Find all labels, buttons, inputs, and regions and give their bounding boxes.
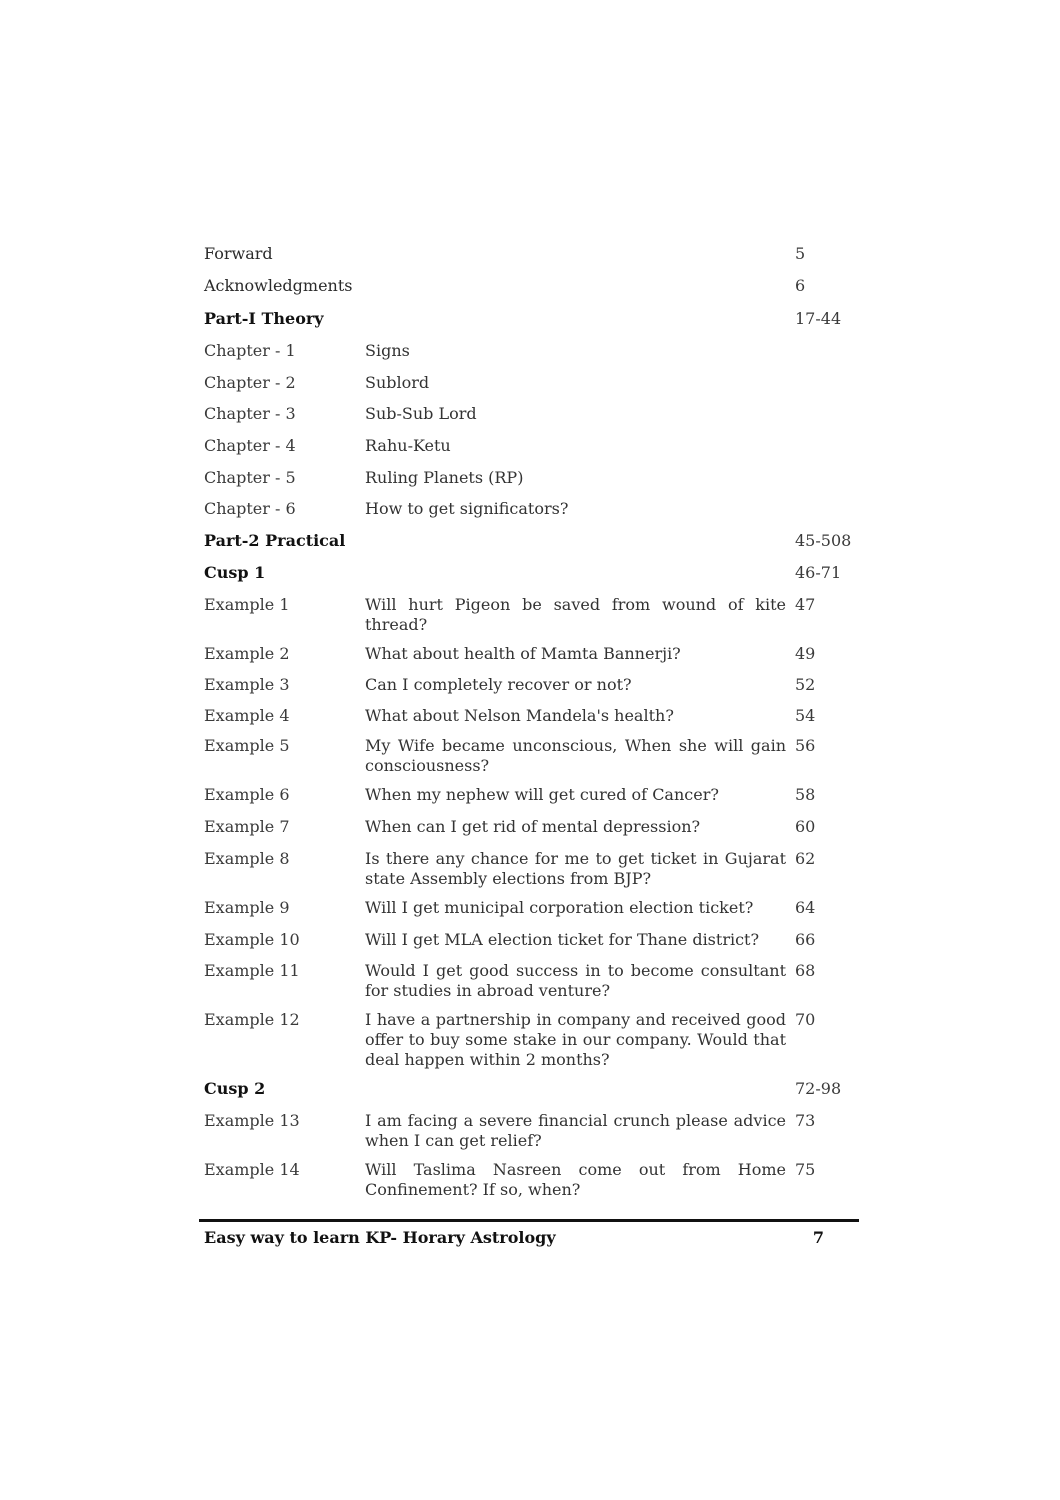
toc-entry-front [204, 244, 856, 264]
toc-entry [204, 1160, 856, 1200]
toc-page: 75 [795, 1160, 816, 1179]
toc-label: Chapter - 5 [204, 468, 296, 487]
toc-label: Example 9 [204, 898, 290, 917]
toc-label: Chapter - 6 [204, 499, 296, 518]
toc-title: Will hurt Pigeon be saved from wound of kite thread? [365, 595, 786, 634]
toc-part-heading [204, 309, 856, 329]
toc-page: 5 [795, 244, 806, 263]
toc-page: 54 [795, 706, 816, 725]
toc-title: When my nephew will get cured of Cancer? [365, 785, 719, 804]
toc-title: Will I get municipal corporation election ticket? [365, 898, 754, 917]
toc-entry [204, 1111, 856, 1151]
toc-entry [204, 898, 856, 918]
toc-entry [204, 785, 856, 805]
toc-entry [204, 644, 856, 664]
toc-page: 70 [795, 1010, 816, 1029]
toc-page: 49 [795, 644, 816, 663]
toc-title: My Wife became unconscious, When she will gain consciousness? [365, 736, 786, 775]
toc-label: Chapter - 3 [204, 404, 296, 423]
footer-divider [199, 1219, 859, 1222]
toc-entry [204, 849, 856, 889]
toc-entry [204, 499, 856, 519]
toc-title: Cusp 1 [204, 563, 266, 582]
toc-title: Will I get MLA election ticket for Thane district? [365, 930, 760, 949]
toc-entry [204, 1010, 856, 1070]
page-footer [204, 1228, 824, 1247]
toc-entry [204, 706, 856, 726]
toc-part-heading [204, 1079, 856, 1099]
toc-label: Example 7 [204, 817, 290, 836]
toc-title: Ruling Planets (RP) [365, 468, 524, 487]
toc-title: Is there any chance for me to get ticket in Gujarat state Assembly elections from BJP? [365, 849, 786, 888]
toc-entry [204, 817, 856, 837]
toc-label: Example 12 [204, 1010, 300, 1029]
toc-label: Example 2 [204, 644, 290, 663]
toc-entry [204, 595, 856, 635]
toc-title: I am facing a severe financial crunch please advice when I can get relief? [365, 1111, 786, 1150]
toc-page: 73 [795, 1111, 816, 1130]
toc-entry [204, 373, 856, 393]
footer-book-title: Easy way to learn KP- Horary Astrology [204, 1228, 556, 1247]
toc-page: 66 [795, 930, 816, 949]
toc-label: Chapter - 1 [204, 341, 296, 360]
toc-label: Example 10 [204, 930, 300, 949]
toc-entry [204, 930, 856, 950]
toc-title: Part-2 Practical [204, 531, 346, 550]
toc-title: Cusp 2 [204, 1079, 266, 1098]
toc-label: Example 6 [204, 785, 290, 804]
toc-page: 56 [795, 736, 816, 755]
toc-entry [204, 341, 856, 361]
toc-label: Example 4 [204, 706, 290, 725]
toc-page: 17-44 [795, 309, 842, 328]
toc-page: 47 [795, 595, 816, 614]
toc-entry [204, 436, 856, 456]
toc-title: Acknowledgments [204, 276, 353, 295]
toc-entry [204, 736, 856, 776]
toc-title: Will Taslima Nasreen come out from Home Confinement? If so, when? [365, 1160, 786, 1199]
toc-title: What about Nelson Mandela's health? [365, 706, 674, 725]
toc-title: I have a partnership in company and received good offer to buy some stake in our company. Would that deal happen within 2 months? [365, 1010, 786, 1069]
toc-page: 45-508 [795, 531, 852, 550]
table-of-contents [204, 244, 856, 1200]
toc-page: 62 [795, 849, 816, 868]
toc-part-heading [204, 563, 856, 583]
toc-label: Example 5 [204, 736, 290, 755]
footer-page-number: 7 [812, 1228, 824, 1247]
toc-label: Example 1 [204, 595, 290, 614]
toc-label: Example 3 [204, 675, 290, 694]
toc-page: 64 [795, 898, 816, 917]
toc-entry [204, 468, 856, 488]
toc-title: Rahu-Ketu [365, 436, 451, 455]
toc-entry [204, 404, 856, 424]
toc-label: Chapter - 4 [204, 436, 296, 455]
toc-title: Part-I Theory [204, 309, 324, 328]
toc-label: Example 11 [204, 961, 300, 980]
toc-title: Sub-Sub Lord [365, 404, 477, 423]
toc-page: 60 [795, 817, 816, 836]
toc-label: Chapter - 2 [204, 373, 296, 392]
toc-title: What about health of Mamta Bannerji? [365, 644, 681, 663]
toc-title: When can I get rid of mental depression? [365, 817, 701, 836]
toc-title: Sublord [365, 373, 430, 392]
toc-page: 6 [795, 276, 806, 295]
toc-entry [204, 961, 856, 1001]
toc-title: Signs [365, 341, 410, 360]
toc-page: 68 [795, 961, 816, 980]
toc-page: 58 [795, 785, 816, 804]
toc-label: Example 8 [204, 849, 290, 868]
toc-title: Forward [204, 244, 273, 263]
toc-label: Example 13 [204, 1111, 300, 1130]
toc-title: Would I get good success in to become consultant for studies in abroad venture? [365, 961, 786, 1000]
toc-page: 72-98 [795, 1079, 842, 1098]
toc-title: Can I completely recover or not? [365, 675, 632, 694]
toc-part-heading [204, 531, 856, 551]
toc-page: 52 [795, 675, 816, 694]
toc-entry-front [204, 276, 856, 296]
toc-title: How to get significators? [365, 499, 569, 518]
toc-page: 46-71 [795, 563, 842, 582]
toc-entry [204, 675, 856, 695]
toc-label: Example 14 [204, 1160, 300, 1179]
